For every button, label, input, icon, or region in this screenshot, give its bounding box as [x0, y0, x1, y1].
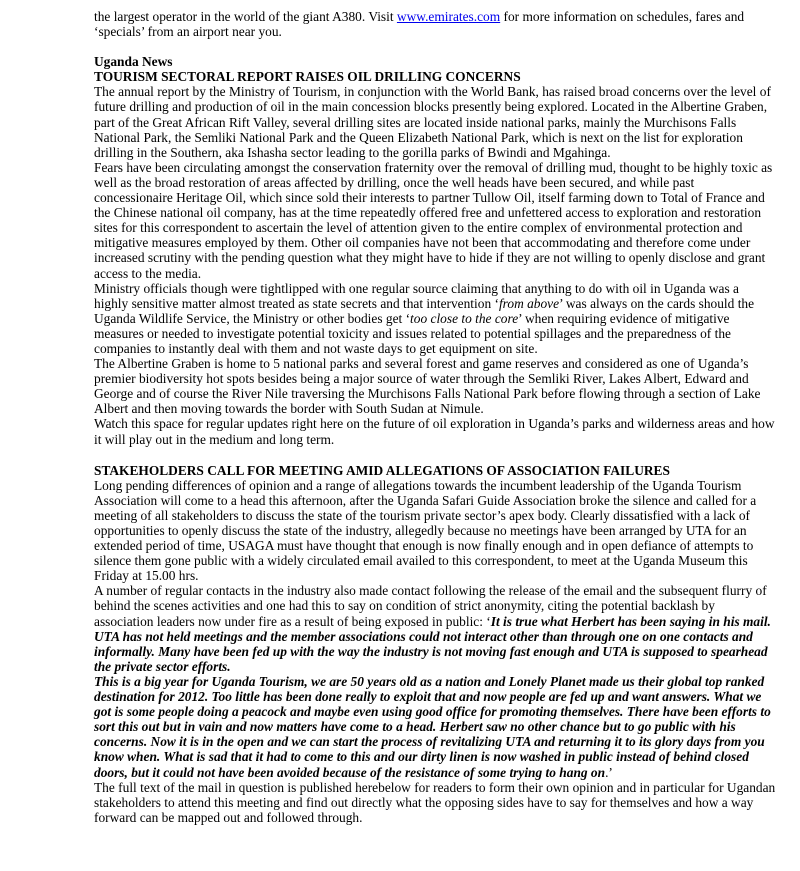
- article1-paragraph-5: Watch this space for regular updates right here on the future of oil exploration in Uganda’s parks and wilderness areas and how it will play out in the medium and long term.: [94, 416, 775, 447]
- article2-paragraph-2: A number of regular contacts in the industry also made contact following the release of the email and the subsequent flurry of behind the scenes activities and one had this to say on condition of strict anonymity, citing the potential backlash by association leaders now under fire as a result of being exposed in public: ‘It is true what Herbert has been saying in his mail. UTA has not held meetings and the member associations could not interact other than through one on one contacts and informally. Many have been fed up with the way the industry is not moving fast enough and UTA is supposed to spearhead the private sector efforts.: [94, 583, 771, 674]
- anonymous-quote-2: This is a big year for Uganda Tourism, we are 50 years old as a nation and Lonely Planet made us their global top ranked destination for 2012. Too little has been done really to exploit that and now people are fed up and want answers. What we got is some people doing a peacock and maybe even using good office for promoting themselves. There have been efforts to sort this out but in vain and now matters have come to a head. Herbert saw no other chance but to go public with his concerns. Now it is in the open and we can start the process of revitalizing UTA and returning it to its glory days from you know when. What is sad that it had to come to this and our dirty linen is now washed in public instead of behind closed doors, but it could not have been avoided because of the resistance of some trying to hang on: [94, 673, 771, 780]
- emirates-link[interactable]: www.emirates.com: [396, 9, 501, 24]
- article1-paragraph-4: The Albertine Graben is home to 5 national parks and several forest and game reserves and considered as one of Uganda’s premier biodiversity hot spots besides being a major source of water through the Semliki River, Lakes Albert, Edward and George and of course the River Nile traversing the Murchisons Falls National Park before flowing through a section of Lake Albert and then moving towards the border with South Sudan at Nimule.: [94, 356, 761, 417]
- intro-text-end: for more information on schedules, fares and ‘specials’ from an airport near you.: [94, 9, 745, 40]
- article1-paragraph-2: Fears have been circulating amongst the conservation fraternity over the removal of drilling mud, thought to be highly toxic as well as the broad restoration of areas affected by drilling, once the well heads have been secured, and while past concessionaire Heritage Oil, which since sold their interests to partner Tullow Oil, itself farming down to Total of France and the Chinese national oil company, has at the time repeatedly offered free and unfettered access to exploration and restoration sites for this correspondent to ascertain the level of attention given to the entire complex of environmental protection and mitigative measures employed by them. Other oil companies have not been that accommodating and therefore come under increased scrutiny with the pending question what they might have to hide if they are not willing to openly disclose and grant access to the media.: [94, 159, 773, 281]
- anonymous-quote-1: It is true what Herbert has been saying in his mail. UTA has not held meetings and the member associations could not interact other than through one on one contacts and informally. Many have been fed up with the way the industry is not moving fast enough and UTA is supposed to spearhead the private sector efforts.: [94, 613, 771, 674]
- intro-text: the largest operator in the world of the giant A380. Visit: [94, 9, 397, 24]
- article2-headline: STAKEHOLDERS CALL FOR MEETING AMID ALLEGATIONS OF ASSOCIATION FAILURES: [94, 462, 670, 478]
- article2-paragraph-4: The full text of the mail in question is published herebelow for readers to form their own opinion and in particular for Ugandan stakeholders to attend this meeting and find out directly what the opposing sides have to say for themselves and how a way forward can be mapped out and followed through.: [94, 779, 776, 825]
- article1-paragraph-1: The annual report by the Ministry of Tourism, in conjunction with the World Bank, has raised broad concerns over the level of future drilling and production of oil in the main concession blocks presently being explored. Located in the Albertine Graben, part of the Great African Rift Valley, several drilling sites are located inside national parks, mainly the Murchisons Falls National Park, the Semliki National Park and the Queen Elizabeth National Park, which is next on the list for exploration drilling in the Southern, aka Ishasha sector leading to the gorilla parks of Bwindi and Mgahinga.: [94, 84, 771, 160]
- too-close-quote: too close to the core: [410, 310, 519, 326]
- intro-paragraph: [94, 9, 776, 39]
- from-above-quote: from above: [498, 295, 560, 311]
- article2-paragraph-1: Long pending differences of opinion and a range of allegations towards the incumbent leadership of the Uganda Tourism Association will come to a head this afternoon, after the Uganda Safari Guide Association broke the silence and called for a meeting of all stakeholders to discuss the state of the tourism private sector’s apex body. Clearly dissatisfied with a lack of opportunities to openly discuss the state of the industry, allegedly because no meetings have been arranged by UTA for an extended period of time, USAGA must have thought that enough is now finally enough and in open defiance of attempts to silence them gone public with a widely circulated email availed to this correspondent, to meet at the Uganda Museum this Friday at 15.00 hrs.: [94, 477, 757, 584]
- article1-headline: TOURISM SECTORAL REPORT RAISES OIL DRILLING CONCERNS: [94, 69, 521, 85]
- article1-paragraph-3: Ministry officials though were tightlipped with one regular source claiming that anything to do with oil in Uganda was a highly sensitive matter almost treated as state secrets and that intervention ‘from above’ was always on the cards should the Uganda Wildlife Service, the Ministry or other bodies get ‘too close to the core’ when requiring evidence of mitigative measures or needed to investigate potential toxicity and issues related to potential spillages and the preparedness of the companies to instantly deal with them and not waste days to get equipment on site.: [94, 280, 755, 356]
- section-label: Uganda News: [94, 54, 173, 70]
- article2-paragraph-3: This is a big year for Uganda Tourism, we are 50 years old as a nation and Lonely Planet made us their global top ranked destination for 2012. Too little has been done really to exploit that and now people are fed up and want answers. What we got is some people doing a peacock and maybe even using good office for promoting themselves. There have been efforts to sort this out but in vain and now matters have come to a head. Herbert saw no other chance but to go public with his concerns. Now it is in the open and we can start the process of revitalizing UTA and returning it to its glory days from you know when. What is sad that it had to come to this and our dirty linen is now washed in public instead of behind closed doors, but it could not have been avoided because of the resistance of some trying to hang on.’: [94, 673, 771, 780]
